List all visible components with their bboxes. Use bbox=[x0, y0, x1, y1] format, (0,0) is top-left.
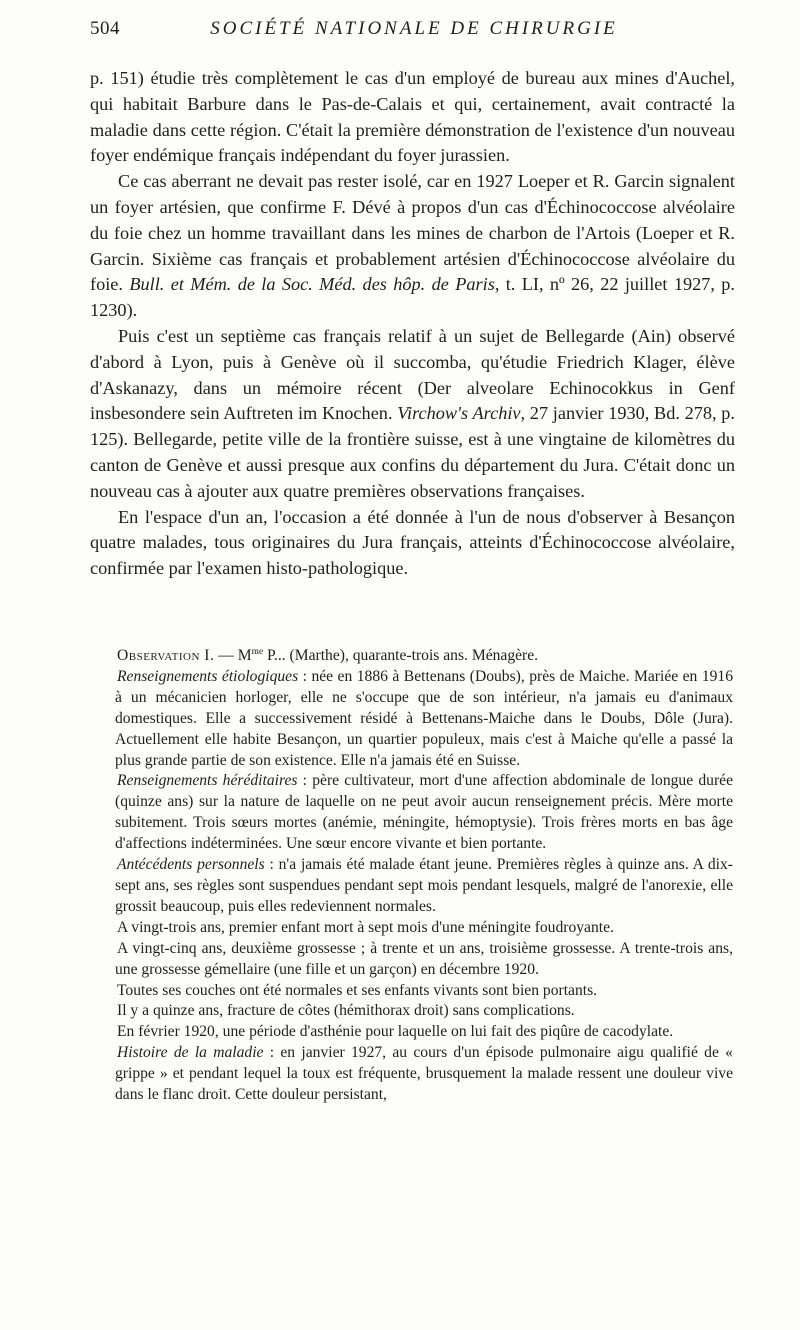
paragraph-3: Puis c'est un septième cas français relatif à un sujet de Bellegarde (Ain) observé d'abord à Lyon, puis à Genève où il succomba, qu'étudie Friedrich Klager, élève d'Askanazy, dans un mémoire récent (Der alveolare Echinocokkus in Genf insbesondere sein Auftreten im Knochen. Virchow's Archiv, 27 janvier 1930, Bd. 278, p. 125). Bellegarde, petite ville de la frontière suisse, est à une vingtaine de kilomètres du canton de Genève et aussi presque aux confins du département du Jura. C'était donc un nouveau cas à ajouter aux quatre premières observations françaises. bbox=[90, 325, 735, 501]
heredity-heading: Renseignements héréditaires bbox=[117, 772, 298, 790]
obs-asthenia: En février 1920, une période d'asthénie pour laquelle on lui fait des piqûre de cacodylate. bbox=[117, 1023, 674, 1041]
reference-bull-mem: Bull. et Mém. de la Soc. Méd. des hôp. de Paris bbox=[129, 274, 495, 295]
obs-antecedents: Antécédents personnels : n'a jamais été malade étant jeune. Premières règles à quinze ans. A dix-sept ans, ses règles sont suspendues pendant sept mois pendant lesquels, malgré de l'anorexie, elle grossit beaucoup, puis elles redeviennent normales. bbox=[115, 856, 733, 915]
obs-fracture: Il y a quinze ans, fracture de côtes (hémithorax droit) sans complications. bbox=[117, 1002, 575, 1020]
page-header bbox=[90, 18, 738, 48]
etiology-heading: Renseignements étiologiques bbox=[117, 667, 299, 685]
obs-births: Toutes ses couches ont été normales et ses enfants vivants sont bien portants. bbox=[117, 981, 598, 999]
paragraph-2: Ce cas aberrant ne devait pas rester isolé, car en 1927 Loeper et R. Garcin signalent un foyer artésien, que confirme F. Dévé à propos d'un cas d'Échinococcose alvéolaire du foie chez un homme travaillant dans les mines de charbon de l'Artois (Loeper et R. Garcin. Sixième cas français et probablement artésien d'Échinococcose alvéolaire du foie. Bull. et Mém. de la Soc. Méd. des hôp. de Paris, t. LI, nº 26, 22 juillet 1927, p. 1230). bbox=[90, 171, 736, 321]
obs-history: Histoire de la maladie : en janvier 1927, au cours d'un épisode pulmonaire aigu qualifié de « grippe » et pendant lequel la toux est fréquente, brusquement la malade ressent une douleur vive dans le flanc droit. Cette douleur persistant, bbox=[115, 1044, 733, 1104]
history-heading: Histoire de la maladie bbox=[117, 1044, 264, 1062]
main-text bbox=[90, 66, 735, 582]
antecedents-heading: Antécédents personnels bbox=[117, 856, 265, 874]
obs-heredity: Renseignements héréditaires : père cultivateur, mort d'une affection abdominale de longue durée (quinze ans) sur la nature de laquelle on ne peut avoir aucun renseignement précis. Mère morte subitement. Trois sœurs mortes (anémie, méningite, hémoptysie). Trois frères morts en bas âge d'affections indéterminées. Une sœur encore vivante et bien portante. bbox=[115, 772, 733, 853]
obs-etiology: Renseignements étiologiques : née en 1886 à Bettenans (Doubs), près de Maiche. Mariée en 1916 à un mécanicien horloger, elle ne s'occupe que de son intérieur, n'a jamais eu d'animaux domestiques. Elle a successivement résidé à Bettenans-Maiche dans le Doubs, Dôle (Jura). Actuellement elle habite Besançon, un quartier populeux, mais c'est à Maiche qu'elle a passé la plus grande partie de son existence. Elle n'a jamais été en Suisse. bbox=[115, 667, 734, 769]
paragraph-1: p. 151) étudie très complètement le cas d'un employé de bureau aux mines d'Auchel, qui habitait Barbure dans le Pas-de-Calais et qui, certainement, avait contracté la maladie dans cette région. C'était la première démonstration de l'existence d'un nouveau foyer endémique français indépendant du foyer jurassien. bbox=[90, 68, 735, 166]
running-title: SOCIÉTÉ NATIONALE DE CHIRURGIE bbox=[210, 18, 618, 39]
obs-pregnancies: A vingt-cinq ans, deuxième grossesse ; à trente et un ans, troisième grossesse. A trente-trois ans, une grossesse gémellaire (une fille et un garçon) en décembre 1920. bbox=[115, 939, 733, 978]
reference-virchow: Virchow's Archiv bbox=[397, 403, 521, 424]
observation-section bbox=[115, 646, 733, 1106]
paragraph-4: En l'espace d'un an, l'occasion a été donnée à l'un de nous d'observer à Besançon quatre malades, tous originaires du Jura français, atteints d'Échinococcose alvéolaire, confirmée par l'examen histo-pathologique. bbox=[90, 506, 735, 579]
page-number: 504 bbox=[90, 18, 120, 39]
observation-label: Observation I. bbox=[117, 647, 215, 664]
observation-title: Observation I. — $M^{me}$ P... (Marthe), quarante-trois ans. Ménagère. bbox=[117, 646, 539, 664]
obs-first-child: A vingt-trois ans, premier enfant mort à sept mois d'une méningite foudroyante. bbox=[117, 918, 614, 936]
